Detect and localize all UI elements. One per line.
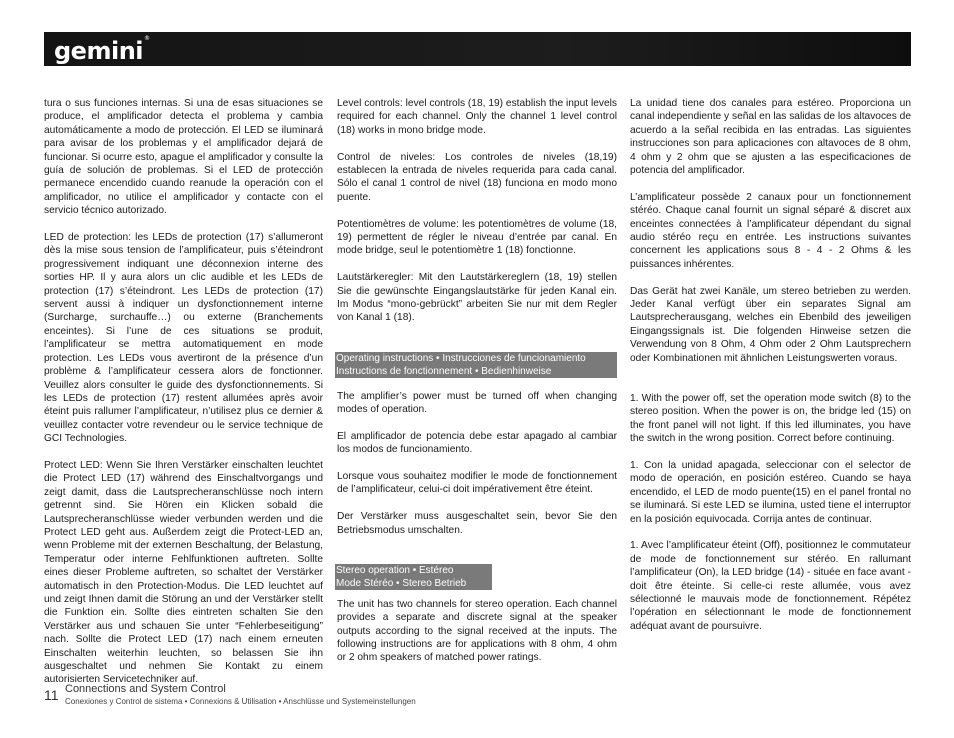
paragraph-protection-fr: LED de protection: les LEDs de protection (17) s’allumeront dès la mise sous tension de l’amplificateur, puis s’éteindront progressivement indiquant une déconnexion interne des sorties HP. Il y aura alors un clic audible et les LEDs de protection (17) s’éteindront. Les LEDs de protection (17) servent aussi à indiquer un dysfonctionnement interne (Surcharge, surchauffe…) ou externe (Branchements enceintes). Si l’une de ces situations se produit, l’amplificateur se mettra automatiquement en mode protection. Les LEDs vous avertiront de la présence d’un problème & l’amplificateur cessera alors de fonctionner. Veuillez alors consulter le guide des dysfonctionnements. Si les LEDs de protection (17) restent allumées après avoir éteint puis rallumer l’amplificateur, n’utilisez plus ce dernier & veuillez contacter votre revendeur ou le service technique de GCI Technologies. xyxy=(44,232,323,445)
paragraph-level-de: Lautstärkeregler: Mit den Lautstärkereglern (18, 19) stellen Sie die gewünschte Eingangslautstärke für jeden Kanal ein. Im Modus “mono-gebrückt” arbeiten Sie nur mit dem Regler von Kanal 1 (18). xyxy=(337,272,617,324)
paragraph-protection-es: tura o sus funciones internas. Si una de esas situaciones se produce, el amplificador detecta el problema y cambia automáticamente a modo de protección. El LED se iluminará para avisar de los problemas y el amplificador dejará de funcionar. Si ocurre esto, apague el amplificador y consulte la guía de solución de problemas. Si el LED de protección permanece encendido cuando reanude la operación con el amplificador, no utilice el amplificador y contacte con el servicio técnico autorizado. xyxy=(44,98,323,217)
paragraph-stereo-de: Das Gerät hat zwei Kanäle, um stereo betrieben zu werden. Jeder Kanal verfügt über ein separates Signal am Lautsprecherausgang, welches ein Ebenbild des jeweiligen Eingangssignals ist. Die folgenden Hinweise setzen die Verwendung von 8 Ohm, 4 Ohm oder 2 Ohm Lautsprechern oder Kombinationen mit ähnlichen Leistungswerten voraus. xyxy=(630,285,911,364)
paragraph-step1-es: 1. Con la unidad apagada, seleccionar con el selector de modo de operación, en posición estéreo. Cuando se haya encendido, el LED de modo puente(15) en el panel frontal no se iluminará. Si este LED se ilumina, usted tiene el interruptor en la posición equivocada. Corrija antes de continuar. xyxy=(630,459,911,525)
paragraph-stereo-es: La unidad tiene dos canales para estéreo. Proporciona un canal independiente y señal en las salidas de los altavoces de acuerdo a la señal recibida en las entradas. Las siguientes instrucciones son para aplicaciones con altavoces de 8 ohm, 4 ohm y 2 ohm que se ajusten a las especificaciones de potencia del amplificador. xyxy=(630,98,911,177)
paragraph-operating-fr: Lorsque vous souhaitez modifier le mode de fonctionnement de l’amplificateur, celui-ci doit impérativement être éteint. xyxy=(337,471,617,496)
section-heading-operating: Operating instructions • Instrucciones de funcionamiento Instructions de fonctionnement • Bedienhinweise xyxy=(335,352,617,378)
footer-subtitle: Conexiones y Control de sistema • Connexions & Utilisation • Anschlüsse und Systemeinstellungen xyxy=(65,697,416,706)
paragraph-operating-de: Der Verstärker muss ausgeschaltet sein, bevor Sie den Betriebsmodus umschalten. xyxy=(337,511,617,536)
paragraph-operating-es: El amplificador de potencia debe estar apagado al cambiar los modos de funcionamiento. xyxy=(337,430,617,456)
paragraph-stereo-en: The unit has two channels for stereo operation. Each channel provides a separate and discrete signal at the speaker outputs according to the signal received at the inputs. The following instructions are for applications with 8 ohm, 4 ohm or 2 ohm speakers of matched power ratings. xyxy=(337,598,617,664)
column-3 xyxy=(630,97,911,633)
paragraph-step1-en: 1. With the power off, set the operation mode switch (8) to the stereo position. When the power is on, the bridge led (15) on the front panel will not light. If this led illuminates, you have the switch in the wrong position. Correct before continuing. xyxy=(630,392,911,445)
column-2 xyxy=(337,97,617,665)
gemini-logo: gemini® xyxy=(54,35,150,65)
paragraph-level-fr: Potentiomètres de volume: les potentiomètres de volume (18, 19) permettent de régler le niveau d’entrée par canal. En mode bridge, seul le potentiomètre 1 (18) fonctionne. xyxy=(337,218,617,257)
column-1 xyxy=(44,97,323,700)
paragraph-level-es: Control de niveles: Los controles de niveles (18,19) establecen la entrada de niveles requerida para cada canal. Sólo el canal 1 control de nivel (18) funciona en modo mono puente. xyxy=(337,151,617,203)
page-number: 11 xyxy=(44,687,59,703)
paragraph-protection-de: Protect LED: Wenn Sie Ihren Verstärker einschalten leuchtet die Protect LED (17) während des Einschaltvorgangs und zeigt damit, dass die Lautsprecheranschlüsse noch intern getrennt sind. Sie Hören ein Klicken sobald die Lautsprecheranschlüsse wieder verbunden werden und die Protect LED geht aus. Außerdem zeigt die Protect-LED an, wenn Probleme mit der externen Beschaltung, der Belastung, Temperatur oder interne Fehlfunktionen auftreten. Sollte eines dieser Probleme auftreten, so schaltet der Verstärker automatisch in den Protection-Modus. Die LED leuchtet auf und zeigt Ihnen damit die Störung an und der Verstärker stellt die Funktion ein. Sollte dies eintreten schalten Sie den Verstärker aus und schauen Sie unter “Fehlerbeseitigung” nach. Sollte die Protect LED (17) nach einem erneuten Einschalten weiterhin leuchten, so belassen Sie ihn ausgeschaltet und nehmen Sie Kontakt zu einem autorisierten Servicetechniker auf. xyxy=(44,459,323,686)
paragraph-operating-en: The amplifier’s power must be turned off when changing modes of operation. xyxy=(337,390,617,416)
paragraph-level-en: Level controls: level controls (18, 19) establish the input levels required for each channel. Only the channel 1 level control (18) works in mono bridge mode. xyxy=(337,98,617,136)
footer-title: Connections and System Control xyxy=(65,683,226,695)
paragraph-stereo-fr: L’amplificateur possède 2 canaux pour un fonctionnement stéréo. Chaque canal fournit un signal séparé & discret aux enceintes connectées à l’amplificateur dépendant du signal audio stéréo reçu en entrée. Les instructions suivantes concernent les applications sous 8 - 4 - 2 Ohms & les puissances inhérentes. xyxy=(630,191,911,270)
section-heading-stereo: Stereo operation • Estéreo Mode Stéréo • Stereo Betrieb xyxy=(335,564,492,590)
paragraph-step1-fr: 1. Avec l’amplificateur éteint (Off), positionnez le commutateur de mode de fonctionnement sur stéréo. En rallumant l’amplificateur (On), la LED bridge (14) - située en face avant - doit être éteinte. Si celle-ci reste allumée, vous avez sélectionné le mauvais mode de fonctionnement. Répétez l’opération en sélectionnant le mode de fonctionnement adéquat avant de poursuivre. xyxy=(630,540,911,632)
header-banner xyxy=(44,32,911,66)
